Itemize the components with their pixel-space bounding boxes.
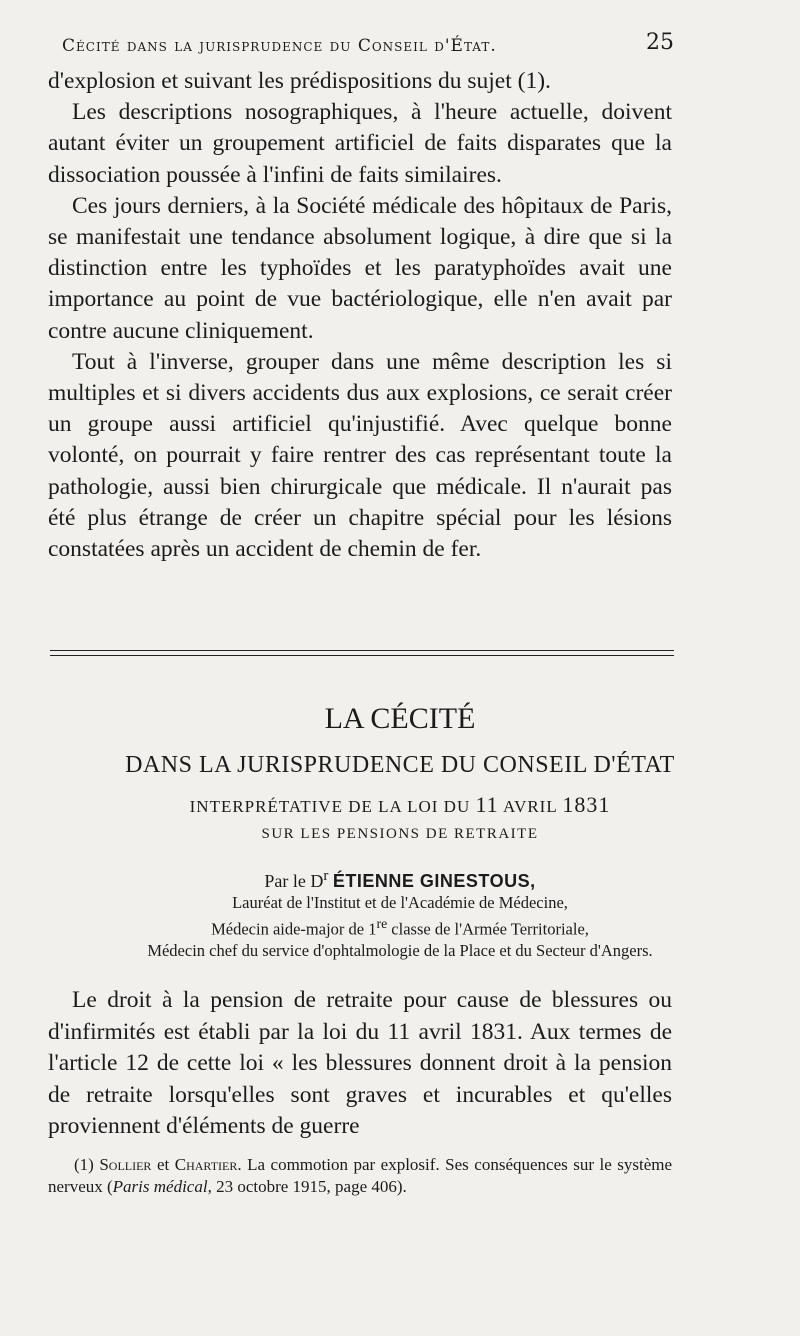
double-rule-bottom (50, 655, 674, 656)
author-credit-3: Médecin chef du service d'ophtalmologie de la Place et du Secteur d'Angers. (147, 940, 653, 960)
interp-month: AVRIL (502, 797, 558, 816)
author-credit-2 (0, 913, 800, 940)
author-name: ÉTIENNE GINESTOUS, (332, 871, 536, 891)
running-header: Cécité dans la jurisprudence du Conseil d'État. (62, 36, 497, 56)
author-prefix: Par le D (264, 871, 324, 891)
footnote-text (48, 1154, 672, 1198)
footnote-body: La commotion par explosif. Ses conséquences sur le système nerveux ( (48, 1155, 673, 1196)
interp-text: INTERPRÉTATIVE DE LA LOI DU (189, 797, 471, 816)
author-prefix-sup: r (323, 868, 329, 884)
interp-year: 1831 (562, 792, 611, 817)
bottom-text-block (48, 985, 672, 1143)
footnote-author-2: Chartier. (174, 1155, 242, 1174)
article-subtitle: DANS LA JURISPRUDENCE DU CONSEIL D'ÉTAT (125, 752, 675, 778)
author-line (0, 868, 800, 892)
footnote-tail: , 23 octobre 1915, page 406). (207, 1177, 407, 1196)
paragraph: Tout à l'inverse, grouper dans une même description les si multiples et si divers accidents dus aux explosions, ce serait créer un groupe aussi artificiel qu'injustifié. Avec quelque bonne volonté, on pourrait y faire rentrer des cas représentant toute la pathologie, aussi bien chirurgicale que médicale. Il n'aurait pas été plus étrange de créer un chapitre spécial pour les lésions constatées après un accident de chemin de fer. (48, 348, 672, 563)
top-text-block (48, 66, 672, 565)
paragraph-continuation: d'explosion et suivant les prédispositions du sujet (1). (48, 68, 551, 94)
credit2-b: classe de l'Armée Territoriale, (387, 919, 589, 939)
double-rule-top (50, 650, 674, 651)
footnote-marker: (1) (74, 1155, 94, 1174)
page-number: 25 (646, 30, 674, 55)
footnote-journal: Paris médical (112, 1177, 208, 1196)
author-credit-1: Lauréat de l'Institut et de l'Académie de Médecine, (232, 893, 568, 912)
paragraph: Ces jours derniers, à la Société médicale des hôpitaux de Paris, se manifestait une tendance absolument logique, à dire que si la distinction entre les typhoïdes et les paratyphoïdes avait une importance au point de vue bactériologique, elle n'en avait par contre aucune cliniquement. (48, 192, 672, 344)
credit2-a: Médecin aide-major de 1 (211, 919, 377, 939)
interp-date: 11 (475, 792, 499, 817)
paragraph: Les descriptions nosographiques, à l'heure actuelle, doivent autant éviter un groupement artificiel de faits disparates que la dissociation poussée à l'infini de faits similaires. (48, 99, 672, 188)
article-title: LA CÉCITÉ (324, 702, 476, 735)
credit2-sup: re (376, 916, 388, 931)
article-interpretation-line (0, 792, 800, 818)
author-block (0, 868, 800, 961)
footnote-and: et (156, 1155, 170, 1174)
paragraph: Le droit à la pension de retraite pour cause de blessures ou d'infirmités est établi par la loi du 11 avril 1831. Aux termes de l'article 12 de cette loi « les blessures donnent droit à la pension de retraite lorsqu'elles sont graves et incurables et qu'elles proviennent d'éléments de guerre (48, 987, 672, 1140)
article-pensions-line: SUR LES PENSIONS DE RETRAITE (261, 826, 539, 842)
footnote (48, 1154, 672, 1198)
footnote-author-1: Sollier (99, 1155, 152, 1174)
